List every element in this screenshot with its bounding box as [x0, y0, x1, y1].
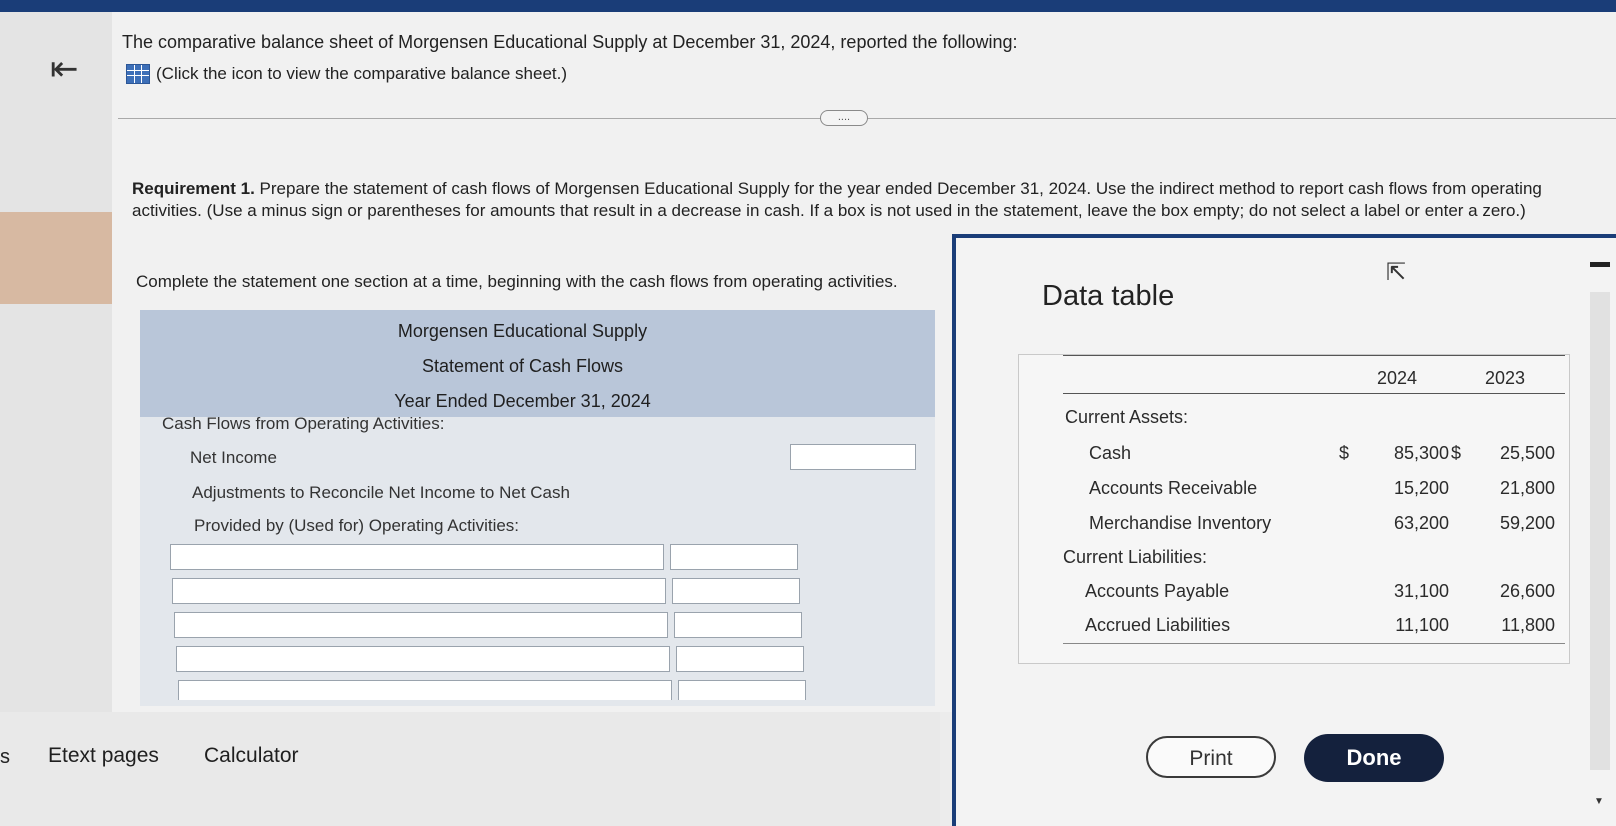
col-header-2023: 2023	[1485, 368, 1526, 388]
expand-button[interactable]: ....	[820, 110, 868, 126]
left-strip	[0, 12, 112, 712]
back-arrow-icon[interactable]: ⇤	[50, 50, 79, 88]
currency-symbol: $	[1339, 443, 1350, 463]
print-button[interactable]: Print	[1146, 736, 1276, 778]
value-2024: 15,200	[1393, 478, 1449, 498]
value-2023: 25,500	[1499, 443, 1555, 463]
calculator-link[interactable]: Calculator	[204, 744, 299, 767]
table-row-label: Merchandise Inventory	[1089, 513, 1272, 533]
requirement-body: Prepare the statement of cash flows of Morgensen Educational Supply for the year ended December 31, 2024. Use the indirect method to report cash flows from operating activities. (Use a minus sign or parentheses for amounts that result in a decrease in cash. If a box is not used in the statement, leave the box empty; do not select a label or enter a zero.)	[132, 179, 1542, 220]
statement-title: Statement of Cash Flows	[421, 356, 624, 376]
value-2023: 59,200	[1499, 513, 1555, 533]
value-2023: 26,600	[1499, 581, 1555, 601]
table-row-label: Accounts Receivable	[1089, 478, 1258, 498]
adjustment-amount-input-1[interactable]	[670, 544, 798, 570]
balance-sheet-table	[1018, 354, 1570, 664]
table-icon[interactable]	[126, 64, 150, 84]
table-row-label: Accrued Liabilities	[1085, 615, 1231, 635]
operating-section-label: Cash Flows from Operating Activities:	[162, 414, 445, 433]
value-2024: 63,200	[1393, 513, 1449, 533]
mouse-cursor-icon: ⇱	[1386, 259, 1407, 286]
adjustments-label-1: Adjustments to Reconcile Net Income to Net Cash	[192, 483, 570, 502]
minimize-icon[interactable]	[1590, 262, 1610, 267]
adjustment-label-select-2[interactable]	[172, 578, 666, 604]
net-income-input[interactable]	[790, 444, 916, 470]
bottom-edge-text: s	[0, 746, 10, 768]
adjustment-amount-input-4[interactable]	[676, 646, 804, 672]
value-2024: 85,300	[1393, 443, 1449, 463]
top-bar	[0, 0, 1616, 12]
adjustment-label-select-3[interactable]	[174, 612, 668, 638]
statement-header	[140, 310, 935, 417]
value-2024: 11,100	[1395, 615, 1449, 635]
current-liabilities-label: Current Liabilities:	[1063, 547, 1208, 567]
question-intro: The comparative balance sheet of Morgensen Educational Supply at December 31, 2024, reported the following:	[122, 32, 1018, 52]
adjustment-amount-input-2[interactable]	[672, 578, 800, 604]
done-button[interactable]: Done	[1304, 734, 1444, 782]
statement-period: Year Ended December 31, 2024	[394, 391, 651, 411]
col-header-2024: 2024	[1377, 368, 1418, 388]
balance-sheet-link[interactable]	[126, 64, 567, 84]
balance-sheet-link-text: (Click the icon to view the comparative balance sheet.)	[156, 64, 568, 83]
company-name: Morgensen Educational Supply	[397, 321, 648, 341]
value-2023: 11,800	[1501, 615, 1555, 635]
adjustment-label-select-1[interactable]	[170, 544, 664, 570]
adjustment-label-select-5[interactable]	[178, 680, 672, 700]
requirement-text	[132, 178, 1607, 222]
header-rule	[1063, 393, 1565, 394]
cash-flow-statement	[140, 310, 935, 706]
modal-scrollbar[interactable]	[1590, 292, 1610, 770]
currency-symbol: $	[1451, 443, 1462, 463]
value-2023: 21,800	[1499, 478, 1555, 498]
etext-pages-link[interactable]: Etext pages	[48, 744, 159, 767]
adjustment-amount-input-3[interactable]	[674, 612, 802, 638]
instruction-text: Complete the statement one section at a time, beginning with the cash flows from operating activities.	[136, 272, 898, 291]
adjustments-label-2: Provided by (Used for) Operating Activities:	[194, 516, 520, 535]
left-accent	[0, 212, 112, 304]
value-2024: 31,100	[1393, 581, 1449, 601]
bottom-toolbar	[0, 712, 940, 826]
adjustment-amount-input-5[interactable]	[678, 680, 806, 700]
net-income-label: Net Income	[190, 448, 277, 467]
requirement-label: Requirement 1.	[132, 179, 255, 198]
scroll-down-icon[interactable]: ▼	[1594, 796, 1604, 807]
adjustment-label-select-4[interactable]	[176, 646, 670, 672]
table-row-label: Accounts Payable	[1085, 581, 1230, 601]
current-assets-label: Current Assets:	[1065, 407, 1189, 427]
modal-title: Data table	[1042, 280, 1175, 312]
table-top-rule	[1063, 355, 1565, 356]
table-bottom-rule	[1063, 643, 1565, 644]
table-row-label: Cash	[1089, 443, 1132, 463]
